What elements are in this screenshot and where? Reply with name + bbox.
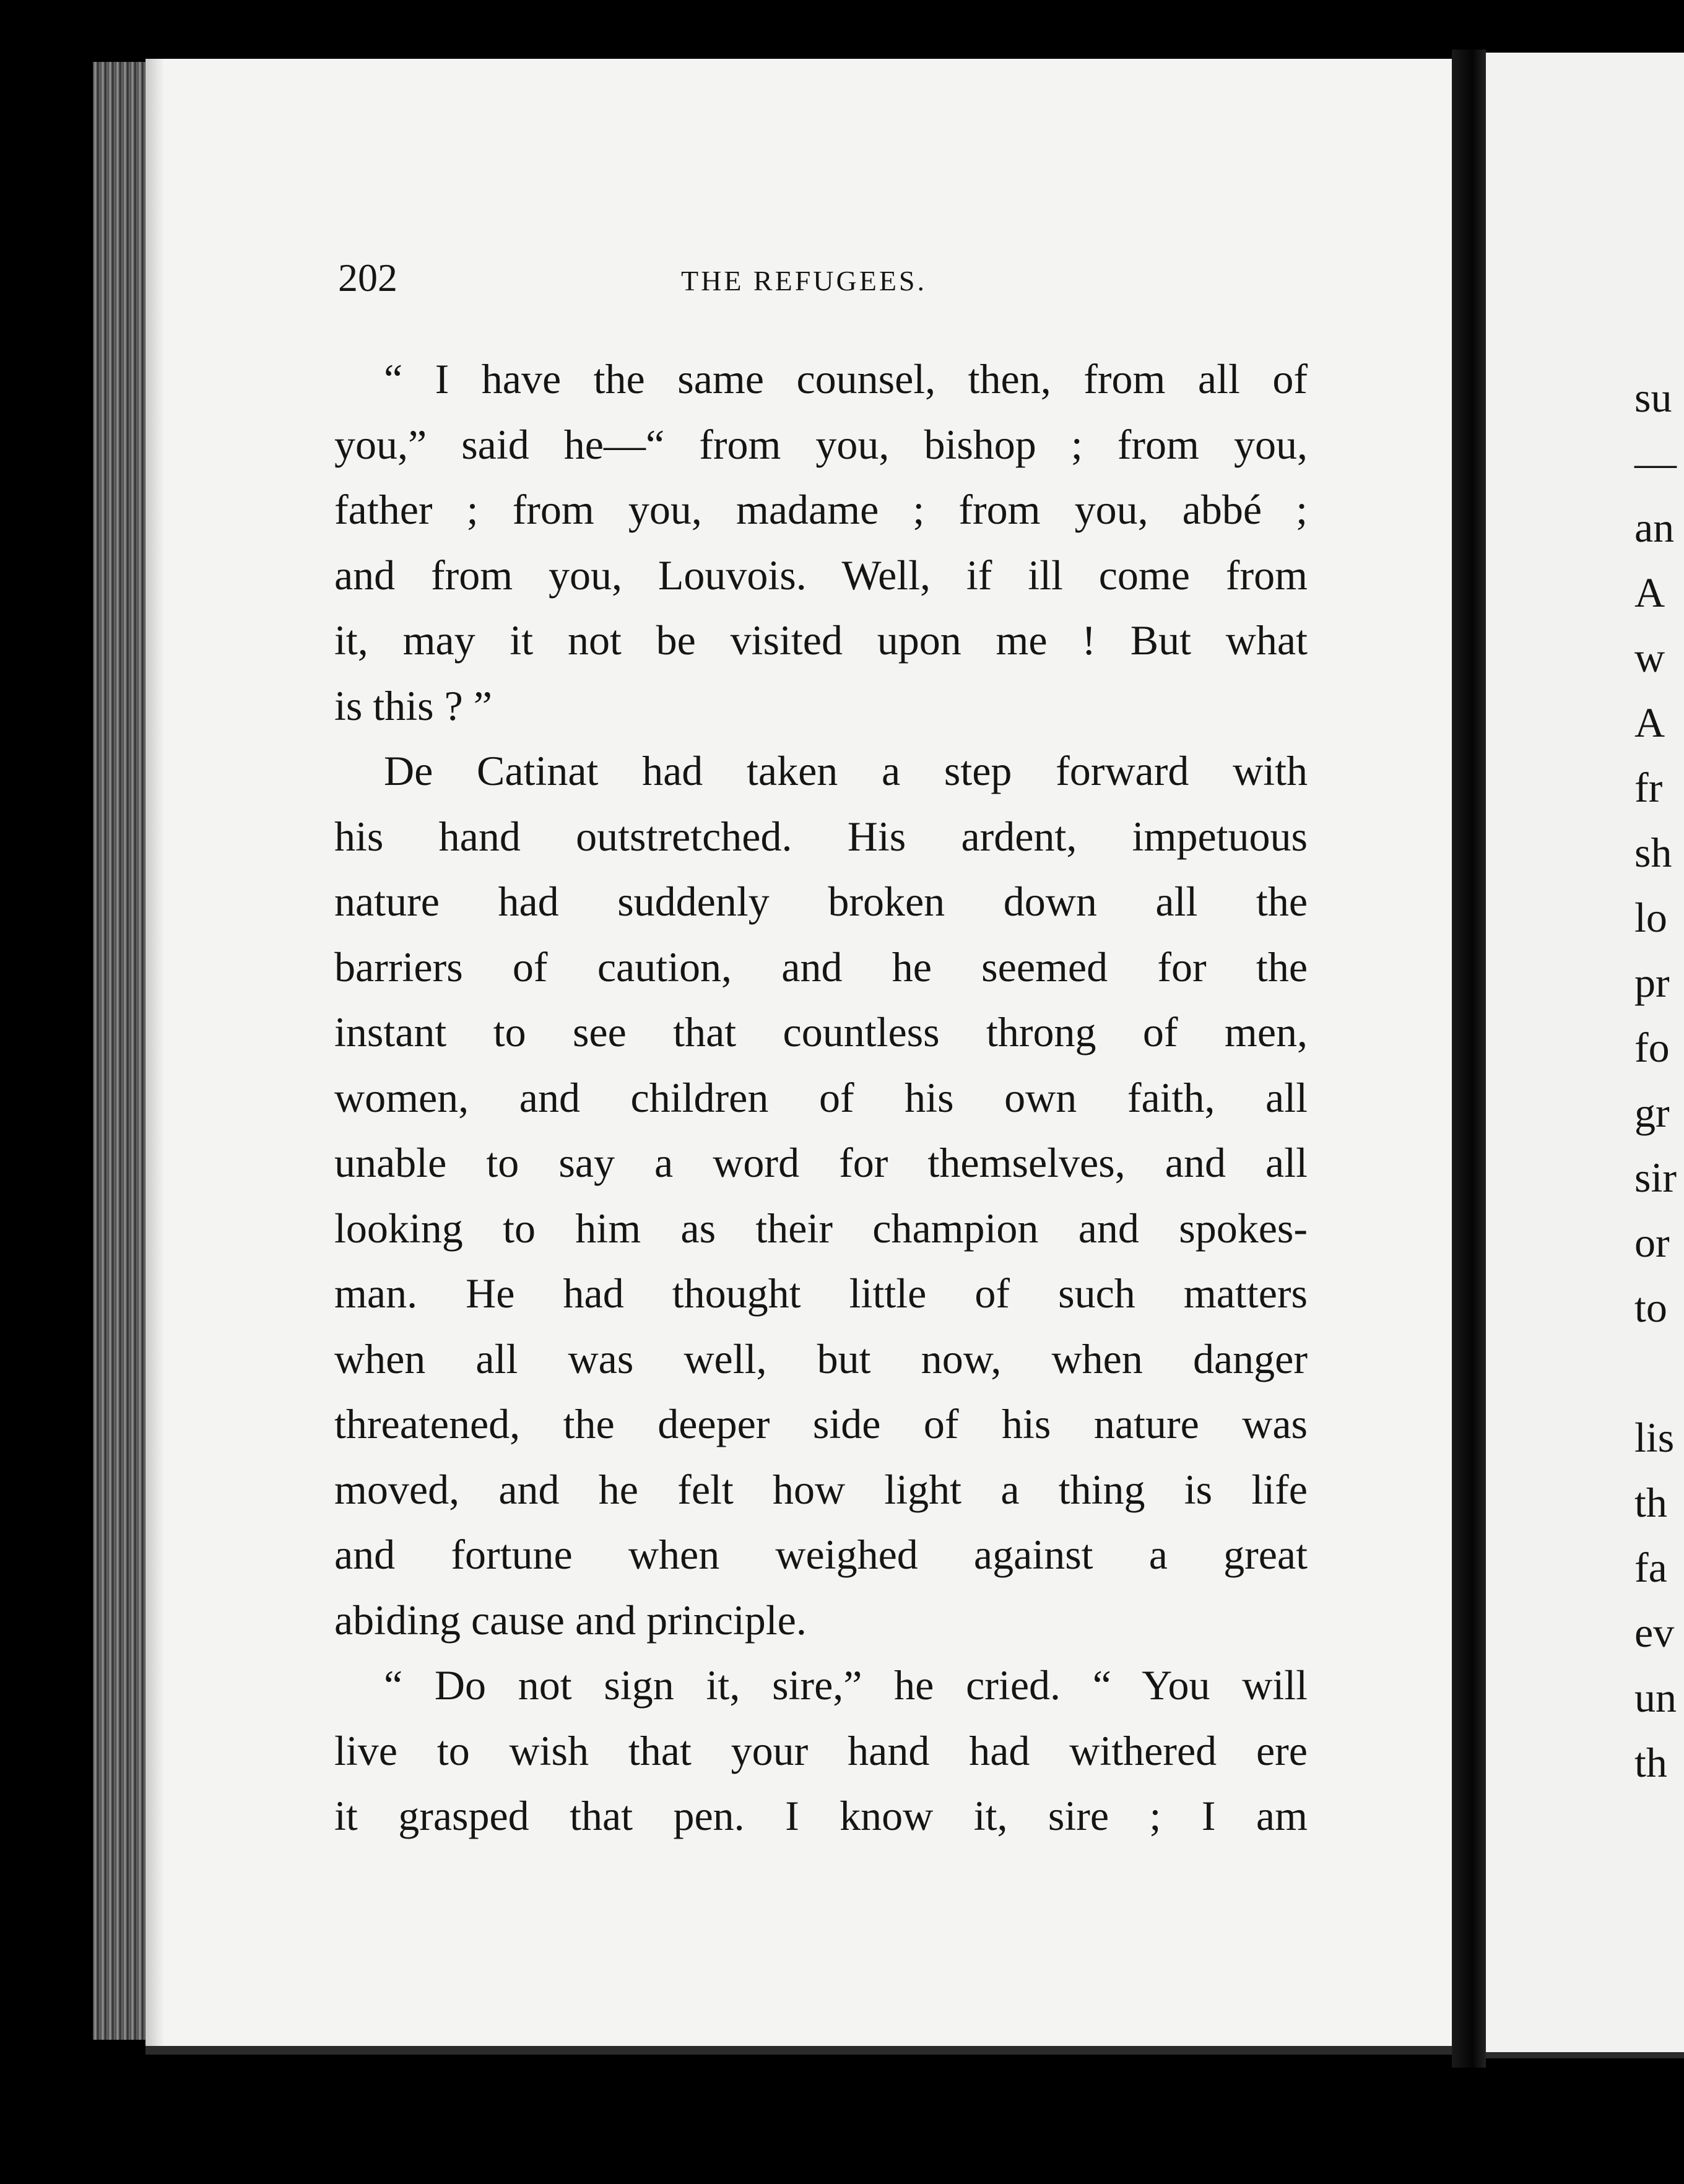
- text-line: instant to see that countless throng of men,: [334, 1008, 1308, 1055]
- facing-page-fragment: fo: [1634, 1024, 1670, 1071]
- facing-page-fragment: sir: [1634, 1154, 1677, 1201]
- text-line: father ; from you, madame ; from you, abbé ;: [334, 486, 1308, 533]
- text-line: looking to him as their champion and spokes-: [334, 1204, 1308, 1252]
- facing-page-fragment: su: [1634, 374, 1672, 421]
- text-line: “ Do not sign it, sire,” he cried. “ You will: [384, 1662, 1308, 1709]
- running-title: THE REFUGEES.: [681, 265, 927, 297]
- text-line: barriers of caution, and he seemed for the: [334, 943, 1308, 990]
- book-gutter: [1452, 50, 1486, 2068]
- page-number: 202: [338, 256, 397, 300]
- text-line: is this ? ”: [334, 682, 492, 729]
- text-line: and from you, Louvois. Well, if ill come from: [334, 551, 1308, 599]
- facing-page-fragment: fr: [1634, 764, 1663, 811]
- facing-page-fragment: to: [1634, 1284, 1667, 1331]
- text-line: his hand outstretched. His ardent, impetuous: [334, 812, 1308, 860]
- text-line: threatened, the deeper side of his nature was: [334, 1400, 1308, 1447]
- text-line: it, may it not be visited upon me ! But what: [334, 617, 1308, 664]
- running-head: [192, 248, 1306, 303]
- facing-page-fragment: th: [1634, 1739, 1667, 1786]
- text-line: unable to say a word for themselves, and all: [334, 1139, 1308, 1186]
- text-line: man. He had thought little of such matters: [334, 1270, 1308, 1317]
- text-line: “ I have the same counsel, then, from all of: [384, 355, 1308, 402]
- facing-page-fragment: w: [1634, 634, 1665, 681]
- facing-page-fragment: sh: [1634, 829, 1672, 876]
- text-line: it grasped that pen. I know it, sire ; I am: [334, 1792, 1308, 1839]
- facing-page-fragment: ev: [1634, 1609, 1675, 1656]
- facing-page-fragment: A: [1634, 569, 1665, 616]
- facing-page-fragment: un: [1634, 1674, 1677, 1721]
- text-line: nature had suddenly broken down all the: [334, 878, 1308, 925]
- facing-page-fragment: —: [1634, 439, 1677, 486]
- facing-page-fragment: gr: [1634, 1089, 1670, 1136]
- facing-page-fragment: an: [1634, 504, 1675, 551]
- facing-page-fragment: pr: [1634, 959, 1670, 1006]
- facing-page-fragment: A: [1634, 699, 1665, 746]
- page-edge-stack: [93, 62, 149, 2040]
- facing-page-fragment: lo: [1634, 894, 1667, 941]
- text-line: when all was well, but now, when danger: [334, 1335, 1308, 1382]
- text-line: abiding cause and principle.: [334, 1596, 807, 1644]
- text-line: moved, and he felt how light a thing is life: [334, 1465, 1308, 1513]
- facing-page-fragment: th: [1634, 1479, 1667, 1526]
- facing-page-fragment: lis: [1634, 1414, 1675, 1461]
- text-line: women, and children of his own faith, all: [334, 1073, 1308, 1121]
- text-line: you,” said he—“ from you, bishop ; from you,: [334, 420, 1308, 468]
- page-shadow: [145, 59, 164, 2046]
- facing-page-fragment: or: [1634, 1219, 1670, 1266]
- body-text: [334, 347, 1308, 1849]
- text-line: and fortune when weighed against a great: [334, 1531, 1308, 1578]
- facing-page-fragment: fa: [1634, 1544, 1667, 1591]
- text-line: De Catinat had taken a step forward with: [384, 747, 1308, 794]
- text-line: live to wish that your hand had withered ere: [334, 1727, 1308, 1774]
- facing-page-text: [1634, 365, 1677, 1795]
